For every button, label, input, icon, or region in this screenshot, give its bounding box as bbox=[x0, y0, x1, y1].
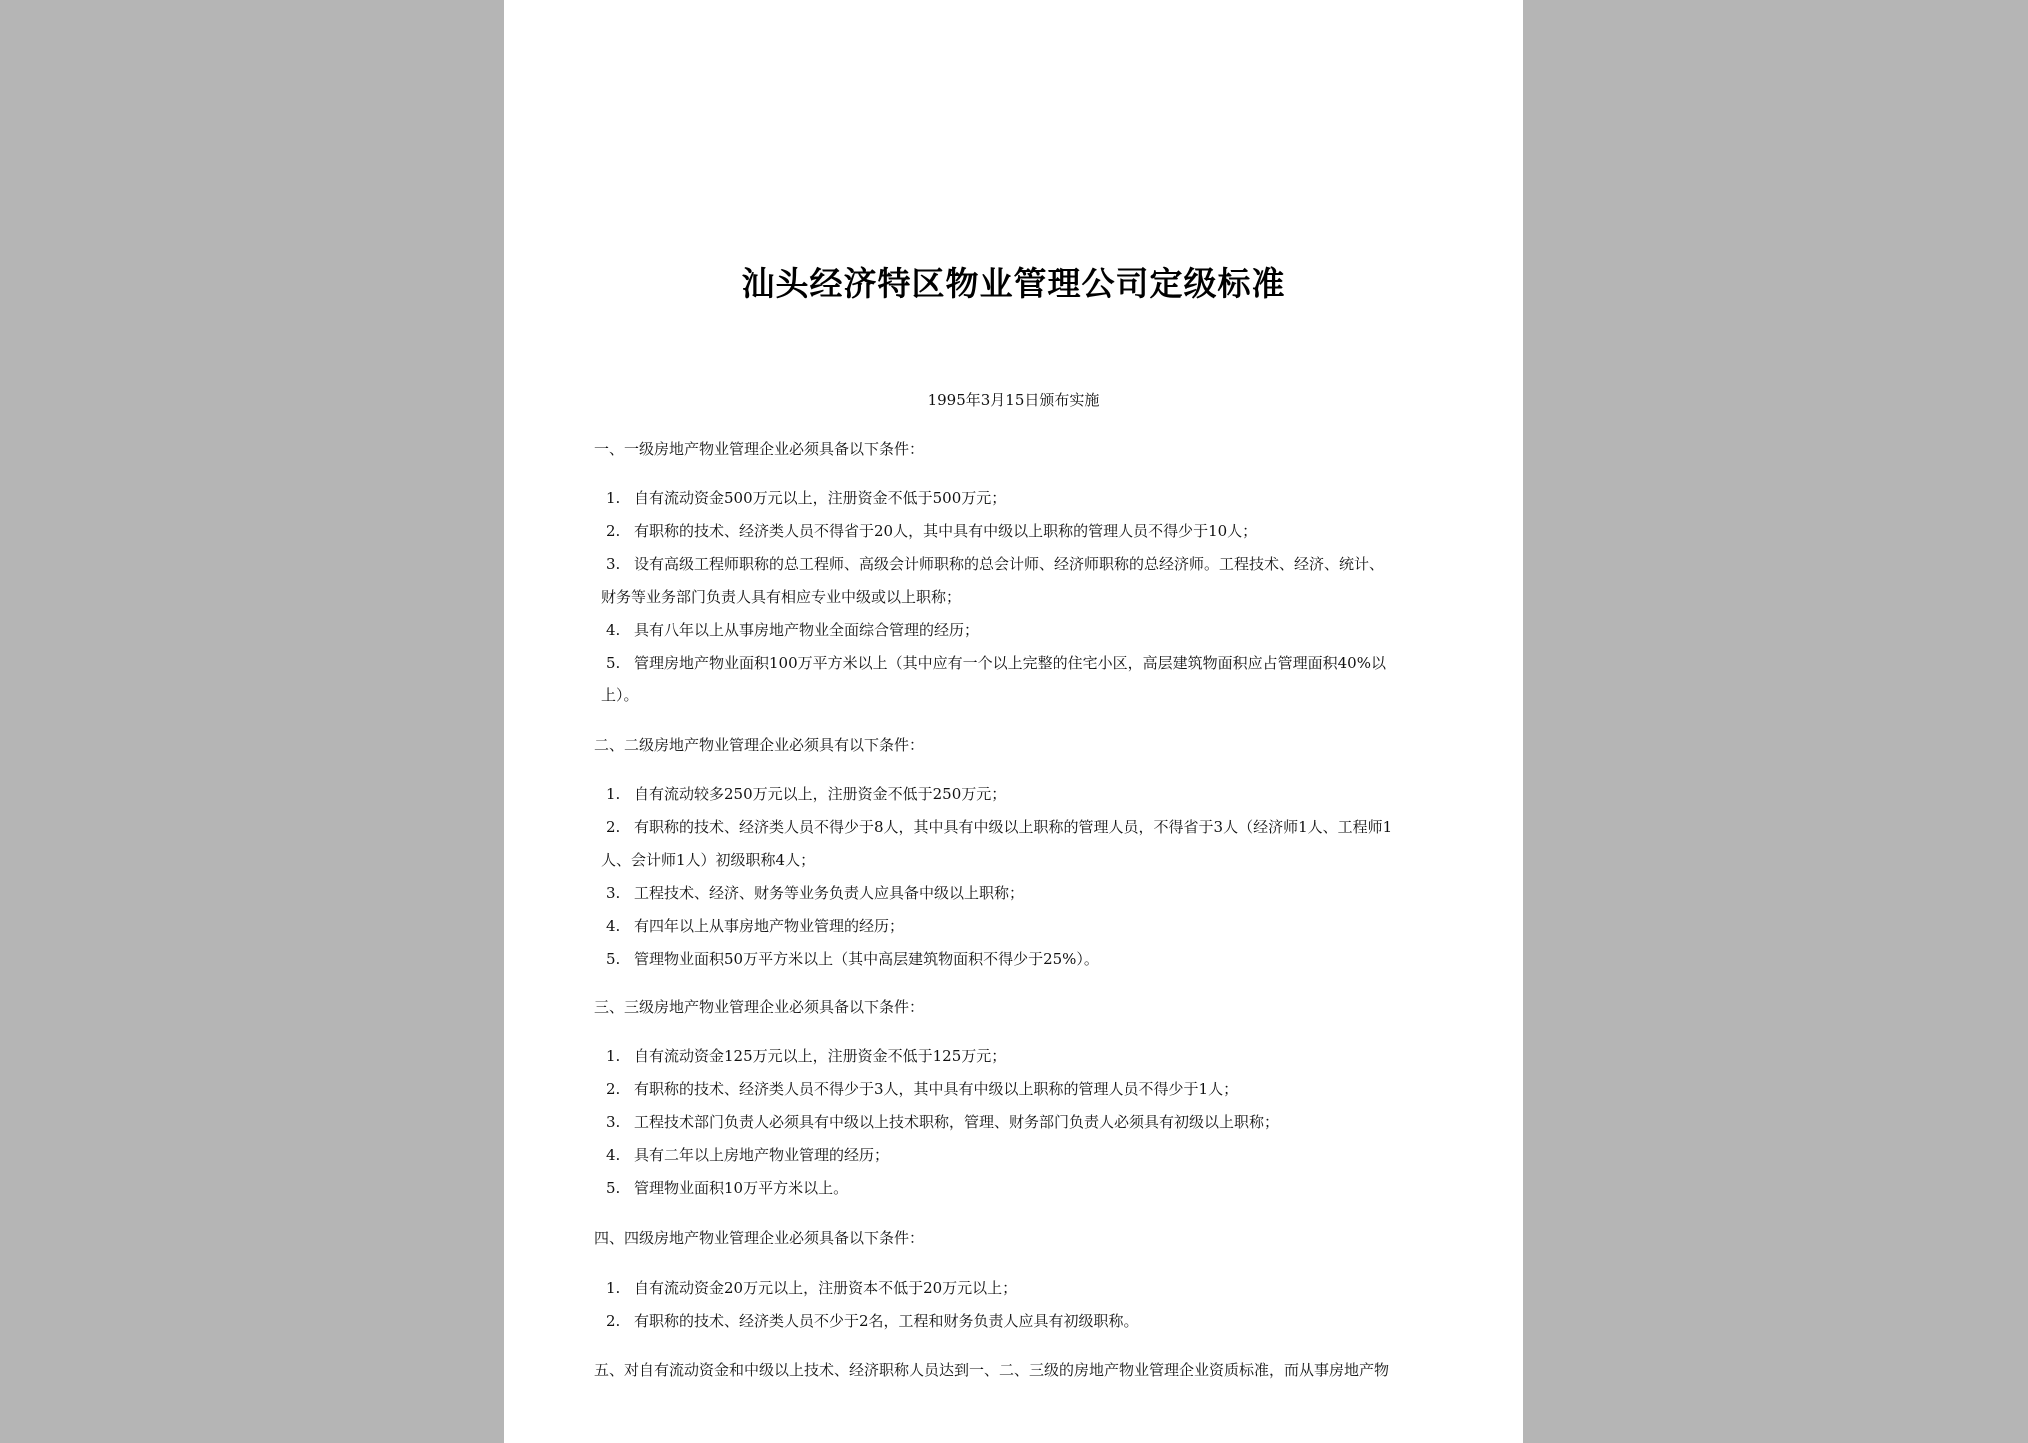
section-4-item-2 bbox=[606, 1311, 1139, 1331]
item-text: 有职称的技术、经济类人员不得省于20人，其中具有中级以上职称的管理人员不得少于10人； bbox=[634, 522, 1258, 540]
item-number: 1. bbox=[606, 1047, 621, 1065]
item-number: 3. bbox=[606, 884, 621, 902]
item-number: 5. bbox=[606, 1179, 621, 1197]
item-text: 自有流动资金500万元以上，注册资金不低于500万元； bbox=[634, 489, 1007, 507]
section-1-item-4 bbox=[606, 620, 979, 640]
item-text: 具有二年以上房地产物业管理的经历； bbox=[634, 1146, 890, 1164]
section-2-item-2-continuation: 人、会计师1人）初级职称4人； bbox=[601, 851, 816, 869]
section-3-item-1 bbox=[606, 1046, 1006, 1066]
section-1-item-2 bbox=[606, 521, 1257, 541]
item-number: 1. bbox=[606, 785, 621, 803]
item-number: 2. bbox=[606, 1312, 621, 1330]
section-5-heading: 五、对自有流动资金和中级以上技术、经济职称人员达到一、二、三级的房地产物业管理企业资质标准，而从事房地产物 bbox=[594, 1361, 1390, 1379]
item-number: 2. bbox=[606, 1080, 621, 1098]
item-number: 3. bbox=[606, 555, 621, 573]
item-text: 管理物业面积10万平方米以上。 bbox=[634, 1179, 849, 1197]
item-text: 自有流动资金20万元以上，注册资本不低于20万元以上； bbox=[634, 1279, 1018, 1297]
item-text: 工程技术部门负责人必须具有中级以上技术职称，管理、财务部门负责人必须具有初级以上职称； bbox=[634, 1113, 1280, 1131]
section-4-item-1 bbox=[606, 1278, 1017, 1298]
item-text: 管理物业面积50万平方米以上（其中高层建筑物面积不得少于25%）。 bbox=[634, 950, 1099, 968]
item-text: 有职称的技术、经济类人员不少于2名，工程和财务负责人应具有初级职称。 bbox=[634, 1312, 1139, 1330]
section-3-item-2 bbox=[606, 1079, 1238, 1099]
section-1-heading: 一、一级房地产物业管理企业必须具备以下条件： bbox=[594, 440, 925, 458]
section-2-item-3 bbox=[606, 883, 1024, 903]
item-number: 1. bbox=[606, 489, 621, 507]
section-1-item-3 bbox=[606, 554, 1384, 574]
section-2-item-4 bbox=[606, 916, 904, 936]
item-number: 2. bbox=[606, 522, 621, 540]
section-2-item-2 bbox=[606, 817, 1392, 837]
section-1-item-3-continuation: 财务等业务部门负责人具有相应专业中级或以上职称； bbox=[601, 588, 962, 606]
section-1-item-1 bbox=[606, 488, 1006, 508]
item-text: 管理房地产物业面积100万平方米以上（其中应有一个以上完整的住宅小区，高层建筑物面积应占管理面积40%以 bbox=[634, 654, 1386, 672]
item-number: 4. bbox=[606, 917, 621, 935]
item-text: 工程技术、经济、财务等业务负责人应具备中级以上职称； bbox=[634, 884, 1025, 902]
item-number: 5. bbox=[606, 950, 621, 968]
section-2-item-5 bbox=[606, 949, 1099, 969]
item-text: 自有流动较多250万元以上，注册资金不低于250万元； bbox=[634, 785, 1007, 803]
item-number: 3. bbox=[606, 1113, 621, 1131]
item-text: 有职称的技术、经济类人员不得少于3人，其中具有中级以上职称的管理人员不得少于1人； bbox=[634, 1080, 1239, 1098]
item-text: 有四年以上从事房地产物业管理的经历； bbox=[634, 917, 905, 935]
item-number: 4. bbox=[606, 1146, 621, 1164]
issue-date: 1995年3月15日颁布实施 bbox=[927, 391, 1100, 409]
item-number: 2. bbox=[606, 818, 621, 836]
section-3-item-4 bbox=[606, 1145, 889, 1165]
section-2-item-1 bbox=[606, 784, 1006, 804]
section-2-heading: 二、二级房地产物业管理企业必须具有以下条件： bbox=[594, 736, 925, 754]
document-page bbox=[504, 0, 1523, 1443]
item-text: 有职称的技术、经济类人员不得少于8人，其中具有中级以上职称的管理人员，不得省于3人（经济师1人、工程师1 bbox=[634, 818, 1393, 836]
section-3-heading: 三、三级房地产物业管理企业必须具备以下条件： bbox=[594, 998, 925, 1016]
item-number: 5. bbox=[606, 654, 621, 672]
section-4-heading: 四、四级房地产物业管理企业必须具备以下条件： bbox=[594, 1229, 925, 1247]
document-title: 汕头经济特区物业管理公司定级标准 bbox=[741, 264, 1286, 303]
item-number: 1. bbox=[606, 1279, 621, 1297]
section-1-item-5-continuation: 上）。 bbox=[601, 686, 639, 704]
section-3-item-5 bbox=[606, 1178, 848, 1198]
item-text: 设有高级工程师职称的总工程师、高级会计师职称的总会计师、经济师职称的总经济师。工程技术、经济、统计、 bbox=[634, 555, 1385, 573]
item-text: 自有流动资金125万元以上，注册资金不低于125万元； bbox=[634, 1047, 1007, 1065]
item-text: 具有八年以上从事房地产物业全面综合管理的经历； bbox=[634, 621, 980, 639]
section-3-item-3 bbox=[606, 1112, 1279, 1132]
section-1-item-5 bbox=[606, 653, 1386, 673]
item-number: 4. bbox=[606, 621, 621, 639]
